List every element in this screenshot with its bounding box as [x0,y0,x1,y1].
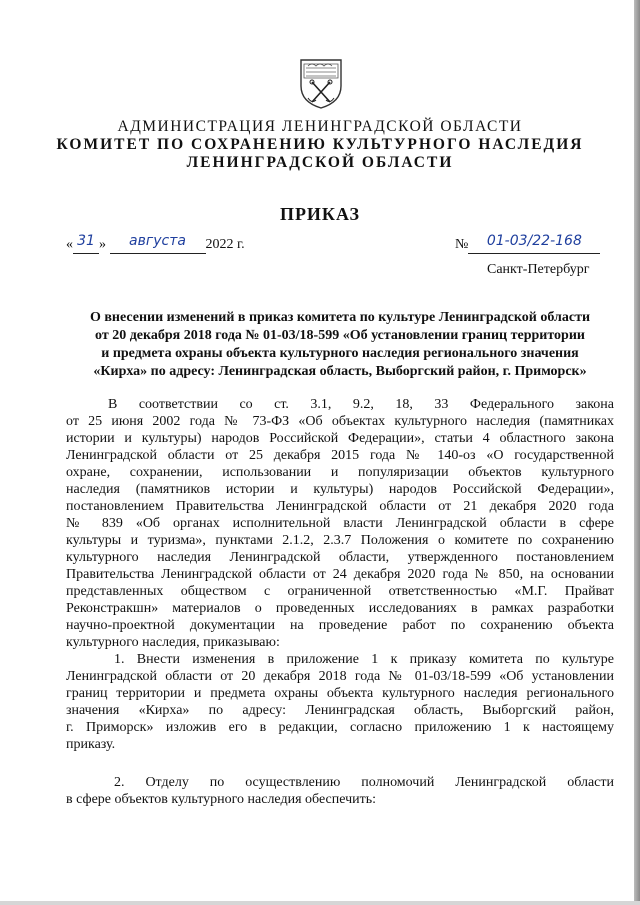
document-type-title: ПРИКАЗ [279,204,361,224]
subject-line: О внесении изменений в приказ комитета по культуре Ленинградской области [89,310,591,325]
text-line: научно-проектной документации на проведение работ по сохранению объекта [66,618,614,633]
text-line: от 25 июня 2002 года № 73-ФЗ «Об объектах культурного наследия (памятниках [66,414,614,429]
preamble-paragraph [66,396,614,651]
text-line: Ленинградской области от 20 декабря 2018 года № 01-03/18-599 «Об установлении [66,669,614,684]
text-line: культуры и туризма», пунктами 2.1.2, 2.3.7 Положения о комитете по сохранению [66,533,614,548]
text-line: В соответствии со ст. 3.1, 9.2, 18, 33 Федерального закона [108,397,614,412]
text-line: в сфере объектов культурного наследия обеспечить: [66,792,377,807]
text-line: № 839 «Об органах исполнительной власти Ленинградской области в сфере [66,516,614,531]
text-line: Реконстракшн» материалов о проведенных исследованиях в рамках разработки [66,601,614,616]
text-line: постановлением Правительства Ленинградской области от 21 декабря 2020 года [66,499,614,514]
number-field [468,233,600,254]
city-name: Санкт-Петербург [487,262,590,277]
order-subject [66,309,614,381]
subject-line: «Кирха» по адресу: Ленинградская область, Выборгский район, г. Приморск» [93,364,587,379]
date-month-field [110,233,206,254]
text-line: наследия (памятников истории и культуры) народов Российской Федерации», [66,482,614,497]
text-line: границ территории и предмета охраны объекта культурного наследия регионального [66,686,614,701]
org-name-line2: КОМИТЕТ ПО СОХРАНЕНИЮ КУЛЬТУРНОГО НАСЛЕДИЯ [56,136,584,153]
text-line: культурного наследия, приказываю: [66,635,280,650]
text-line: приказу. [66,737,116,752]
org-name-line3: ЛЕНИНГРАДСКОЙ ОБЛАСТИ [186,154,454,171]
number-handwritten: 01-03/22-168 [486,233,582,249]
coat-of-arms-emblem [298,56,344,110]
date-day-field [73,233,99,254]
date-close-quote: » [99,237,106,252]
text-line: истории и культуры) народов Российской Федерации», статьи 4 областного закона [66,431,614,446]
number-prefix: № [455,237,469,252]
subject-line: от 20 декабря 2018 года № 01-03/18-599 «Об установлении границ территории [95,328,585,343]
text-line: г. Приморск» изложив его в редакции, согласно приложению 1 к настоящему [66,720,614,735]
subject-line: и предмета охраны объекта культурного наследия регионального значения [101,346,579,361]
text-line: Ленинградской области от 25 декабря 2015 года № 140-оз «О государственной [66,448,614,463]
text-line: охране, сохранении, использовании и популяризации объектов культурного [66,465,614,480]
scan-edge-bottom [0,901,640,905]
text-line: представленных обществом с ограниченной ответственностью «М.Г. Прайват [66,584,614,599]
text-line: значения «Кирха» по адресу: Ленинградская область, Выборгский район, [66,703,614,718]
order-date [66,233,245,254]
date-open-quote: « [66,237,73,252]
order-number [455,233,600,254]
order-item-2 [66,774,614,808]
text-line: 2. Отделу по осуществлению полномочий Ленинградской области [114,775,614,790]
order-item-1 [66,651,614,753]
text-line: культурного наследия Ленинградской области, утвержденного постановлением [66,550,614,565]
date-month-handwritten: августа [129,233,186,249]
text-line: Правительства Ленинградской области от 24 декабря 2020 года № 850, на основании [66,567,614,582]
date-year: 2022 г. [205,237,245,252]
text-line: 1. Внести изменения в приложение 1 к приказу комитета по культуре [114,652,614,667]
org-name-line1: АДМИНИСТРАЦИЯ ЛЕНИНГРАДСКОЙ ОБЛАСТИ [117,118,523,135]
date-day-handwritten: 31 [77,233,95,249]
